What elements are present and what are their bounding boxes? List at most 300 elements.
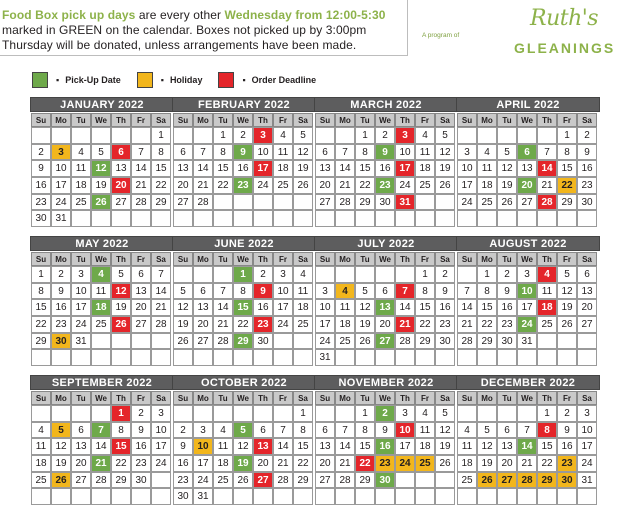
day-cell-pickup: 26 xyxy=(91,194,111,211)
day-cell: 17 xyxy=(395,438,415,455)
empty-day-cell xyxy=(335,349,355,366)
day-cell: 17 xyxy=(71,299,91,316)
day-cell: 19 xyxy=(355,316,375,333)
empty-day-cell xyxy=(173,210,193,227)
day-cell: 20 xyxy=(131,299,151,316)
day-cell: 3 xyxy=(577,405,597,422)
month-calendar xyxy=(30,375,174,505)
day-cell: 30 xyxy=(31,210,51,227)
empty-day-cell xyxy=(233,194,253,211)
day-cell: 4 xyxy=(415,127,435,144)
day-cell: 8 xyxy=(31,283,51,300)
empty-day-cell xyxy=(213,488,233,505)
day-cell: 21 xyxy=(273,455,293,472)
empty-day-cell xyxy=(193,349,213,366)
empty-day-cell xyxy=(457,349,477,366)
month-title: JANUARY 2022 xyxy=(30,97,174,112)
empty-day-cell xyxy=(477,405,497,422)
empty-day-cell xyxy=(395,472,415,489)
day-cell: 31 xyxy=(315,349,335,366)
month-day-grid xyxy=(315,252,458,366)
day-cell: 14 xyxy=(91,438,111,455)
day-cell: 9 xyxy=(577,144,597,161)
empty-day-cell xyxy=(173,349,193,366)
day-cell-holiday: 22 xyxy=(557,177,577,194)
day-cell: 5 xyxy=(477,422,497,439)
day-cell: 27 xyxy=(173,194,193,211)
day-cell: 17 xyxy=(151,438,171,455)
day-cell: 27 xyxy=(315,194,335,211)
empty-day-cell xyxy=(213,194,233,211)
day-cell: 2 xyxy=(253,266,273,283)
day-cell: 9 xyxy=(31,160,51,177)
day-cell: 30 xyxy=(375,194,395,211)
empty-day-cell xyxy=(517,127,537,144)
day-cell: 1 xyxy=(477,266,497,283)
day-cell: 18 xyxy=(335,316,355,333)
month-title: NOVEMBER 2022 xyxy=(314,375,458,390)
weekday-header: Su xyxy=(457,391,477,405)
day-cell: 24 xyxy=(71,316,91,333)
day-cell: 8 xyxy=(355,422,375,439)
empty-day-cell xyxy=(497,405,517,422)
day-cell: 14 xyxy=(193,160,213,177)
empty-day-cell xyxy=(253,194,273,211)
day-cell: 6 xyxy=(131,266,151,283)
weekday-header: Mo xyxy=(51,113,71,127)
day-cell-pickup: 18 xyxy=(91,299,111,316)
legend-label: Holiday xyxy=(169,75,203,85)
weekday-header: Sa xyxy=(293,113,313,127)
day-cell-deadline: 4 xyxy=(537,266,557,283)
day-cell: 7 xyxy=(213,283,233,300)
day-cell: 11 xyxy=(457,438,477,455)
empty-day-cell xyxy=(273,210,293,227)
day-cell: 4 xyxy=(213,422,233,439)
empty-day-cell xyxy=(537,488,557,505)
empty-day-cell xyxy=(457,127,477,144)
day-cell: 20 xyxy=(173,177,193,194)
month-day-grid xyxy=(173,391,316,505)
day-cell: 31 xyxy=(517,333,537,350)
day-cell: 21 xyxy=(193,177,213,194)
empty-day-cell xyxy=(355,349,375,366)
day-cell: 24 xyxy=(273,316,293,333)
empty-day-cell xyxy=(71,127,91,144)
weekday-header: Su xyxy=(173,391,193,405)
day-cell: 12 xyxy=(173,299,193,316)
weekday-header: Mo xyxy=(335,391,355,405)
day-cell: 19 xyxy=(91,177,111,194)
day-cell: 16 xyxy=(173,455,193,472)
day-cell: 29 xyxy=(415,333,435,350)
day-cell: 28 xyxy=(131,194,151,211)
empty-day-cell xyxy=(91,488,111,505)
day-cell: 10 xyxy=(273,283,293,300)
day-cell: 13 xyxy=(315,160,335,177)
weekday-header: Sa xyxy=(435,252,455,266)
day-cell: 15 xyxy=(557,160,577,177)
day-cell: 11 xyxy=(537,283,557,300)
day-cell: 19 xyxy=(293,160,313,177)
empty-day-cell xyxy=(497,488,517,505)
weekday-header: Mo xyxy=(193,252,213,266)
month-calendar xyxy=(314,375,458,505)
day-cell: 10 xyxy=(577,422,597,439)
empty-day-cell xyxy=(91,333,111,350)
day-cell: 20 xyxy=(315,177,335,194)
day-cell: 28 xyxy=(273,472,293,489)
empty-day-cell xyxy=(497,127,517,144)
legend-item-holiday xyxy=(137,72,203,88)
empty-day-cell xyxy=(395,210,415,227)
day-cell-deadline: 12 xyxy=(111,283,131,300)
empty-day-cell xyxy=(131,127,151,144)
day-cell-deadline: 8 xyxy=(537,422,557,439)
month-day-grid xyxy=(457,113,600,227)
day-cell-pickup: 9 xyxy=(233,144,253,161)
day-cell: 3 xyxy=(315,283,335,300)
weekday-header: Su xyxy=(31,252,51,266)
day-cell-holiday: 29 xyxy=(537,472,557,489)
legend-item-deadline xyxy=(218,72,316,88)
day-cell: 16 xyxy=(233,160,253,177)
legend-swatch-yellow xyxy=(137,72,153,88)
day-cell: 1 xyxy=(415,266,435,283)
day-cell: 27 xyxy=(517,194,537,211)
day-cell: 14 xyxy=(273,438,293,455)
empty-day-cell xyxy=(111,127,131,144)
day-cell: 12 xyxy=(355,299,375,316)
empty-day-cell xyxy=(517,349,537,366)
day-cell: 23 xyxy=(51,316,71,333)
day-cell-deadline: 10 xyxy=(395,422,415,439)
empty-day-cell xyxy=(395,266,415,283)
day-cell: 17 xyxy=(315,316,335,333)
empty-day-cell xyxy=(517,405,537,422)
empty-day-cell xyxy=(477,210,497,227)
day-cell: 28 xyxy=(91,472,111,489)
brand-script-name: Ruth's xyxy=(530,6,599,31)
day-cell: 31 xyxy=(71,333,91,350)
day-cell: 26 xyxy=(173,333,193,350)
day-cell: 8 xyxy=(355,144,375,161)
day-cell: 4 xyxy=(457,422,477,439)
day-cell: 18 xyxy=(415,160,435,177)
weekday-header: Sa xyxy=(577,113,597,127)
weekday-header: We xyxy=(517,113,537,127)
empty-day-cell xyxy=(51,488,71,505)
month-calendar xyxy=(172,236,316,366)
weekday-header: Th xyxy=(537,252,557,266)
day-cell-pickup: 7 xyxy=(91,422,111,439)
day-cell: 1 xyxy=(151,127,171,144)
day-cell: 25 xyxy=(71,194,91,211)
month-day-grid xyxy=(31,391,174,505)
weekday-header: Th xyxy=(111,113,131,127)
day-cell: 22 xyxy=(415,316,435,333)
empty-day-cell xyxy=(577,210,597,227)
day-cell: 19 xyxy=(435,160,455,177)
day-cell: 22 xyxy=(537,455,557,472)
day-cell-deadline: 20 xyxy=(111,177,131,194)
day-cell: 26 xyxy=(497,194,517,211)
empty-day-cell xyxy=(293,349,313,366)
empty-day-cell xyxy=(335,266,355,283)
empty-day-cell xyxy=(193,210,213,227)
day-cell: 6 xyxy=(577,266,597,283)
empty-day-cell xyxy=(335,210,355,227)
day-cell: 1 xyxy=(537,405,557,422)
day-cell: 12 xyxy=(477,438,497,455)
empty-day-cell xyxy=(557,349,577,366)
day-cell: 8 xyxy=(557,144,577,161)
empty-day-cell xyxy=(557,488,577,505)
day-cell: 23 xyxy=(31,194,51,211)
day-cell: 10 xyxy=(151,422,171,439)
day-cell: 25 xyxy=(213,472,233,489)
weekday-header: Tu xyxy=(497,113,517,127)
month-calendar xyxy=(456,97,600,227)
weekday-header: Tu xyxy=(355,113,375,127)
day-cell: 22 xyxy=(233,316,253,333)
day-cell: 9 xyxy=(131,422,151,439)
day-cell: 13 xyxy=(71,438,91,455)
day-cell: 11 xyxy=(273,144,293,161)
day-cell: 29 xyxy=(151,194,171,211)
weekday-header: Sa xyxy=(435,113,455,127)
empty-day-cell xyxy=(315,405,335,422)
empty-day-cell xyxy=(151,488,171,505)
empty-day-cell xyxy=(435,472,455,489)
day-cell-deadline: 17 xyxy=(395,160,415,177)
empty-day-cell xyxy=(395,488,415,505)
day-cell: 24 xyxy=(577,455,597,472)
day-cell-pickup: 10 xyxy=(517,283,537,300)
weekday-header: Fr xyxy=(415,252,435,266)
day-cell: 19 xyxy=(111,299,131,316)
empty-day-cell xyxy=(31,405,51,422)
day-cell-deadline: 3 xyxy=(253,127,273,144)
month-calendar xyxy=(172,375,316,505)
day-cell-holiday: 28 xyxy=(517,472,537,489)
day-cell: 12 xyxy=(557,283,577,300)
weekday-header: Th xyxy=(537,113,557,127)
day-cell: 5 xyxy=(293,127,313,144)
weekday-header: Th xyxy=(537,391,557,405)
day-cell: 22 xyxy=(31,316,51,333)
day-cell: 21 xyxy=(131,177,151,194)
day-cell-holiday: 10 xyxy=(193,438,213,455)
day-cell-deadline: 15 xyxy=(111,438,131,455)
day-cell-pickup: 30 xyxy=(375,472,395,489)
day-cell-deadline: 1 xyxy=(111,405,131,422)
day-cell: 26 xyxy=(355,333,375,350)
day-cell: 30 xyxy=(173,488,193,505)
day-cell: 24 xyxy=(193,472,213,489)
day-cell: 26 xyxy=(435,177,455,194)
day-cell: 5 xyxy=(111,266,131,283)
empty-day-cell xyxy=(577,488,597,505)
day-cell: 10 xyxy=(315,299,335,316)
empty-day-cell xyxy=(517,488,537,505)
empty-day-cell xyxy=(355,266,375,283)
day-cell: 12 xyxy=(497,160,517,177)
day-cell: 16 xyxy=(375,160,395,177)
empty-day-cell xyxy=(293,333,313,350)
weekday-header: Fr xyxy=(415,113,435,127)
day-cell: 3 xyxy=(457,144,477,161)
month-calendar xyxy=(30,97,174,227)
empty-day-cell xyxy=(91,127,111,144)
day-cell: 9 xyxy=(435,283,455,300)
day-cell-holiday: 23 xyxy=(557,455,577,472)
day-cell: 1 xyxy=(31,266,51,283)
day-cell: 6 xyxy=(253,422,273,439)
day-cell: 29 xyxy=(477,333,497,350)
day-cell: 2 xyxy=(557,405,577,422)
weekday-header: Th xyxy=(253,391,273,405)
day-cell: 15 xyxy=(415,299,435,316)
day-cell: 8 xyxy=(111,422,131,439)
empty-day-cell xyxy=(497,349,517,366)
day-cell: 16 xyxy=(51,299,71,316)
weekday-header: Fr xyxy=(131,113,151,127)
weekday-header: Mo xyxy=(477,113,497,127)
weekday-header: Fr xyxy=(557,252,577,266)
weekday-header: Su xyxy=(457,113,477,127)
day-cell: 12 xyxy=(51,438,71,455)
day-cell: 24 xyxy=(315,333,335,350)
day-cell: 18 xyxy=(293,299,313,316)
day-cell: 6 xyxy=(315,144,335,161)
day-cell: 2 xyxy=(233,127,253,144)
weekday-header: Mo xyxy=(51,391,71,405)
day-cell: 9 xyxy=(375,422,395,439)
day-cell: 20 xyxy=(253,455,273,472)
day-cell: 31 xyxy=(577,472,597,489)
day-cell: 16 xyxy=(131,438,151,455)
day-cell: 13 xyxy=(517,160,537,177)
day-cell: 19 xyxy=(477,455,497,472)
weekday-header: Fr xyxy=(273,113,293,127)
day-cell: 8 xyxy=(415,283,435,300)
day-cell: 19 xyxy=(557,299,577,316)
day-cell: 22 xyxy=(111,455,131,472)
empty-day-cell xyxy=(537,210,557,227)
empty-day-cell xyxy=(131,488,151,505)
day-cell: 23 xyxy=(577,177,597,194)
empty-day-cell xyxy=(435,194,455,211)
month-day-grid xyxy=(315,391,458,505)
weekday-header: Su xyxy=(31,113,51,127)
month-title: SEPTEMBER 2022 xyxy=(30,375,174,390)
day-cell: 21 xyxy=(335,455,355,472)
day-cell: 18 xyxy=(31,455,51,472)
day-cell: 25 xyxy=(477,194,497,211)
day-cell-deadline: 28 xyxy=(537,194,557,211)
weekday-header: Tu xyxy=(213,391,233,405)
day-cell-pickup: 2 xyxy=(375,405,395,422)
day-cell: 4 xyxy=(71,144,91,161)
day-cell: 24 xyxy=(395,177,415,194)
empty-day-cell xyxy=(375,349,395,366)
day-cell: 26 xyxy=(293,177,313,194)
day-cell: 16 xyxy=(31,177,51,194)
empty-day-cell xyxy=(537,349,557,366)
day-cell: 2 xyxy=(31,144,51,161)
day-cell-deadline: 18 xyxy=(537,299,557,316)
legend xyxy=(32,71,332,89)
day-cell: 22 xyxy=(151,177,171,194)
legend-bullet: ▪ xyxy=(160,75,164,85)
day-cell: 21 xyxy=(537,177,557,194)
day-cell: 1 xyxy=(355,127,375,144)
day-cell: 25 xyxy=(293,316,313,333)
day-cell: 16 xyxy=(253,299,273,316)
empty-day-cell xyxy=(151,210,171,227)
day-cell: 7 xyxy=(457,283,477,300)
weekday-header: Sa xyxy=(151,113,171,127)
day-cell: 15 xyxy=(151,160,171,177)
day-cell: 11 xyxy=(91,283,111,300)
day-cell: 5 xyxy=(91,144,111,161)
empty-day-cell xyxy=(273,349,293,366)
day-cell-holiday: 26 xyxy=(477,472,497,489)
day-cell: 2 xyxy=(497,266,517,283)
day-cell: 20 xyxy=(375,316,395,333)
day-cell: 20 xyxy=(577,299,597,316)
day-cell: 11 xyxy=(31,438,51,455)
weekday-header: Mo xyxy=(193,113,213,127)
day-cell: 10 xyxy=(253,144,273,161)
day-cell: 25 xyxy=(457,472,477,489)
empty-day-cell xyxy=(131,333,151,350)
day-cell: 7 xyxy=(335,144,355,161)
day-cell: 25 xyxy=(335,333,355,350)
empty-day-cell xyxy=(233,488,253,505)
day-cell: 25 xyxy=(537,316,557,333)
day-cell-deadline: 14 xyxy=(537,160,557,177)
day-cell-holiday: 5 xyxy=(51,422,71,439)
day-cell: 12 xyxy=(233,438,253,455)
month-title: AUGUST 2022 xyxy=(456,236,600,251)
day-cell: 5 xyxy=(557,266,577,283)
brand-name: GLEANINGS xyxy=(514,40,616,56)
day-cell-pickup: 23 xyxy=(233,177,253,194)
day-cell: 3 xyxy=(71,266,91,283)
weekday-header: Tu xyxy=(497,391,517,405)
month-title: DECEMBER 2022 xyxy=(456,375,600,390)
day-cell: 19 xyxy=(497,177,517,194)
month-title: OCTOBER 2022 xyxy=(172,375,316,390)
legend-label: Order Deadline xyxy=(251,75,317,85)
legend-bullet: ▪ xyxy=(56,75,60,85)
day-cell: 27 xyxy=(577,316,597,333)
day-cell: 27 xyxy=(131,316,151,333)
legend-swatch-red xyxy=(218,72,234,88)
weekday-header: Fr xyxy=(557,391,577,405)
day-cell: 13 xyxy=(497,438,517,455)
day-cell: 26 xyxy=(233,472,253,489)
day-cell: 3 xyxy=(193,422,213,439)
weekday-header: Sa xyxy=(293,252,313,266)
empty-day-cell xyxy=(557,333,577,350)
day-cell: 22 xyxy=(355,177,375,194)
day-cell-pickup: 4 xyxy=(91,266,111,283)
day-cell-holiday: 30 xyxy=(51,333,71,350)
weekday-header: We xyxy=(233,113,253,127)
